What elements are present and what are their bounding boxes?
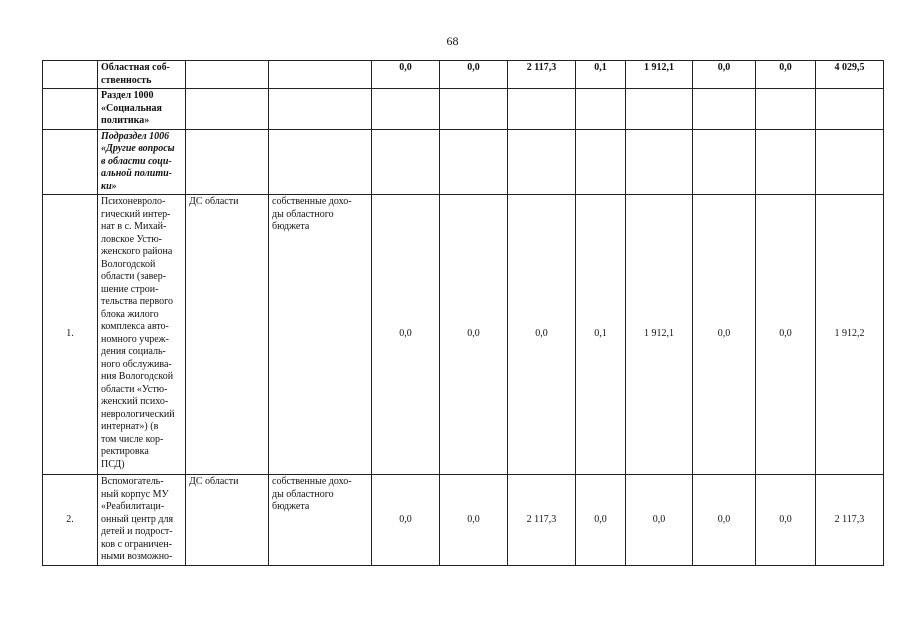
value-cell: 0,0 [576,475,626,566]
value-cell: 0,0 [508,195,576,475]
table-row [43,195,884,475]
value-cell: 2 117,3 [816,475,884,566]
subsection-row [43,129,884,195]
value-cell: 0,0 [756,195,816,475]
source-cell [269,61,372,89]
budget-table [42,60,884,566]
section-name: Раздел 1000 «Социальная политика» [98,89,186,130]
customer: ДС области [186,195,269,475]
section-row [43,89,884,130]
customer-cell [186,61,269,89]
object-name: Вспомогатель- ный корпус МУ «Реабилитаци- онный центр для детей и подрост- ков с ограничен- ными возможно- [98,475,186,566]
funding-source: собственные дохо- ды областного бюджета [269,475,372,566]
value-cell: 0,0 [372,475,440,566]
summary-value: 2 117,3 [508,61,576,89]
value-cell: 0,0 [693,475,756,566]
value-cell: 2 117,3 [508,475,576,566]
summary-name: Областная соб- ственность [98,61,186,89]
value-cell: 0,0 [372,195,440,475]
row-number: 2. [43,475,98,566]
customer: ДС области [186,475,269,566]
value-cell: 1 912,1 [626,195,693,475]
value-cell: 0,0 [440,475,508,566]
table-row [43,475,884,566]
row-number: 1. [43,195,98,475]
summary-value: 1 912,1 [626,61,693,89]
summary-value: 0,1 [576,61,626,89]
summary-value: 0,0 [756,61,816,89]
value-cell: 1 912,2 [816,195,884,475]
summary-value: 0,0 [440,61,508,89]
value-cell: 0,0 [440,195,508,475]
object-name: Психоневроло- гический интер- нат в с. Михай- ловское Устю- женского района Вологодской области (завер- шение строи- тельства первого блока жилого комплекса авто- номного учреж- дения социаль- ного обслужива- ния Вологодской области «Устю- женский психо- неврологический интернат») (в том числе кор- ректировка ПСД) [98,195,186,475]
value-cell: 0,0 [756,475,816,566]
funding-source: собственные дохо- ды областного бюджета [269,195,372,475]
value-cell: 0,1 [576,195,626,475]
summary-value: 0,0 [693,61,756,89]
summary-value: 4 029,5 [816,61,884,89]
row-number-cell [43,61,98,89]
summary-value: 0,0 [372,61,440,89]
value-cell: 0,0 [693,195,756,475]
page-number: 68 [446,34,459,48]
value-cell: 0,0 [626,475,693,566]
subsection-name: Подраздел 1006 «Другие вопросы в области соци- альной полити- ки» [98,129,186,195]
summary-row [43,61,884,89]
